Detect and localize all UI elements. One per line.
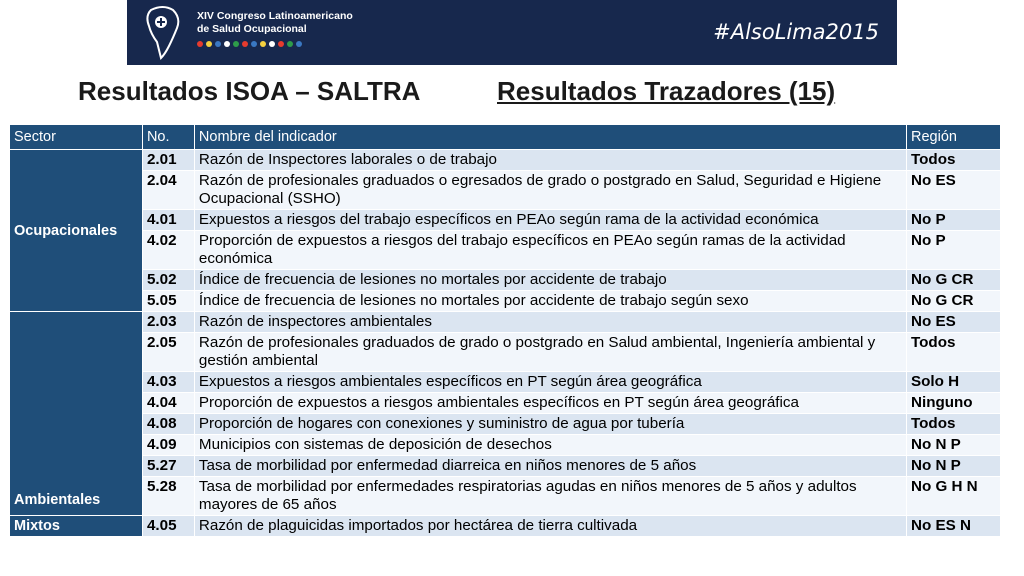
indicator-name: Razón de inspectores ambientales bbox=[194, 312, 906, 333]
table-row bbox=[10, 312, 1001, 333]
flag-dot bbox=[278, 41, 284, 47]
indicator-region: Todos bbox=[907, 150, 1001, 171]
table-row bbox=[10, 171, 1001, 210]
header-no: No. bbox=[142, 125, 194, 150]
flag-dot bbox=[260, 41, 266, 47]
sector-cell: Ambientales bbox=[10, 312, 143, 516]
indicator-region: No N P bbox=[907, 456, 1001, 477]
indicator-name: Proporción de expuestos a riesgos ambientales específicos en PT según área geográfica bbox=[194, 393, 906, 414]
indicator-region: No ES N bbox=[907, 516, 1001, 537]
header-region: Región bbox=[907, 125, 1001, 150]
flag-dot bbox=[296, 41, 302, 47]
table-row bbox=[10, 393, 1001, 414]
indicator-name: Razón de Inspectores laborales o de trabajo bbox=[194, 150, 906, 171]
indicator-region: No ES bbox=[907, 171, 1001, 210]
hashtag: #AlsoLima2015 bbox=[713, 20, 879, 44]
table-row bbox=[10, 231, 1001, 270]
table-row bbox=[10, 210, 1001, 231]
indicator-name: Expuestos a riesgos del trabajo específicos en PEAo según rama de la actividad económica bbox=[194, 210, 906, 231]
indicator-region: No P bbox=[907, 210, 1001, 231]
indicator-number: 2.04 bbox=[142, 171, 194, 210]
flag-dots bbox=[197, 41, 302, 47]
indicator-number: 4.01 bbox=[142, 210, 194, 231]
indicator-region: Todos bbox=[907, 333, 1001, 372]
indicator-number: 4.09 bbox=[142, 435, 194, 456]
congress-title bbox=[197, 10, 353, 36]
table-row bbox=[10, 435, 1001, 456]
table-row bbox=[10, 270, 1001, 291]
indicator-name: Proporción de expuestos a riesgos del trabajo específicos en PEAo según ramas de la actividad económica bbox=[194, 231, 906, 270]
table-row bbox=[10, 414, 1001, 435]
indicator-name: Proporción de hogares con conexiones y suministro de agua por tubería bbox=[194, 414, 906, 435]
indicator-number: 4.02 bbox=[142, 231, 194, 270]
indicator-number: 2.05 bbox=[142, 333, 194, 372]
flag-dot bbox=[224, 41, 230, 47]
sector-cell: Mixtos bbox=[10, 516, 143, 537]
indicator-name: Tasa de morbilidad por enfermedad diarreica en niños menores de 5 años bbox=[194, 456, 906, 477]
indicator-region: No P bbox=[907, 231, 1001, 270]
indicator-region: No G CR bbox=[907, 270, 1001, 291]
indicator-number: 4.04 bbox=[142, 393, 194, 414]
header-indicator: Nombre del indicador bbox=[194, 125, 906, 150]
indicator-region: Ninguno bbox=[907, 393, 1001, 414]
flag-dot bbox=[215, 41, 221, 47]
flag-dot bbox=[206, 41, 212, 47]
indicator-number: 5.27 bbox=[142, 456, 194, 477]
indicator-region: No N P bbox=[907, 435, 1001, 456]
flag-dot bbox=[197, 41, 203, 47]
flag-dot bbox=[251, 41, 257, 47]
indicator-number: 5.05 bbox=[142, 291, 194, 312]
header-banner bbox=[127, 0, 897, 65]
indicator-number: 2.03 bbox=[142, 312, 194, 333]
indicator-name: Expuestos a riesgos ambientales específicos en PT según área geográfica bbox=[194, 372, 906, 393]
indicator-name: Razón de profesionales graduados de grado o postgrado en Salud ambiental, Ingeniería ambiental y gestión ambiental bbox=[194, 333, 906, 372]
indicator-name: Índice de frecuencia de lesiones no mortales por accidente de trabajo bbox=[194, 270, 906, 291]
table-row bbox=[10, 150, 1001, 171]
indicator-name: Índice de frecuencia de lesiones no mortales por accidente de trabajo según sexo bbox=[194, 291, 906, 312]
indicator-number: 4.05 bbox=[142, 516, 194, 537]
indicator-region: No ES bbox=[907, 312, 1001, 333]
indicator-name: Tasa de morbilidad por enfermedades respiratorias agudas en niños menores de 5 años y adultos mayores de 65 años bbox=[194, 477, 906, 516]
flag-dot bbox=[233, 41, 239, 47]
indicator-name: Razón de plaguicidas importados por hectárea de tierra cultivada bbox=[194, 516, 906, 537]
indicators-table bbox=[9, 124, 1001, 537]
table-row bbox=[10, 372, 1001, 393]
table-row bbox=[10, 477, 1001, 516]
indicator-number: 5.02 bbox=[142, 270, 194, 291]
flag-dot bbox=[242, 41, 248, 47]
indicator-number: 4.08 bbox=[142, 414, 194, 435]
indicator-name: Municipios con sistemas de deposición de desechos bbox=[194, 435, 906, 456]
indicator-region: Solo H bbox=[907, 372, 1001, 393]
header-sector: Sector bbox=[10, 125, 143, 150]
congress-title-line2: de Salud Ocupacional bbox=[197, 23, 307, 35]
table-row bbox=[10, 333, 1001, 372]
congress-title-line1: XIV Congreso Latinoamericano bbox=[197, 10, 353, 22]
headline-right: Resultados Trazadores (15) bbox=[497, 76, 836, 106]
table-header-row bbox=[10, 125, 1001, 150]
flag-dot bbox=[269, 41, 275, 47]
indicator-number: 2.01 bbox=[142, 150, 194, 171]
indicator-number: 5.28 bbox=[142, 477, 194, 516]
flag-dot bbox=[287, 41, 293, 47]
indicator-region: Todos bbox=[907, 414, 1001, 435]
headline-left: Resultados ISOA – SALTRA bbox=[78, 76, 421, 106]
indicator-region: No G H N bbox=[907, 477, 1001, 516]
indicator-name: Razón de profesionales graduados o egresados de grado o postgrado en Salud, Seguridad e Higiene Ocupacional (SSHO) bbox=[194, 171, 906, 210]
indicator-number: 4.03 bbox=[142, 372, 194, 393]
table-row bbox=[10, 516, 1001, 537]
table-row bbox=[10, 291, 1001, 312]
indicator-region: No G CR bbox=[907, 291, 1001, 312]
table-row bbox=[10, 456, 1001, 477]
sector-cell: Ocupacionales bbox=[10, 150, 143, 312]
congress-logo-icon bbox=[143, 4, 185, 60]
